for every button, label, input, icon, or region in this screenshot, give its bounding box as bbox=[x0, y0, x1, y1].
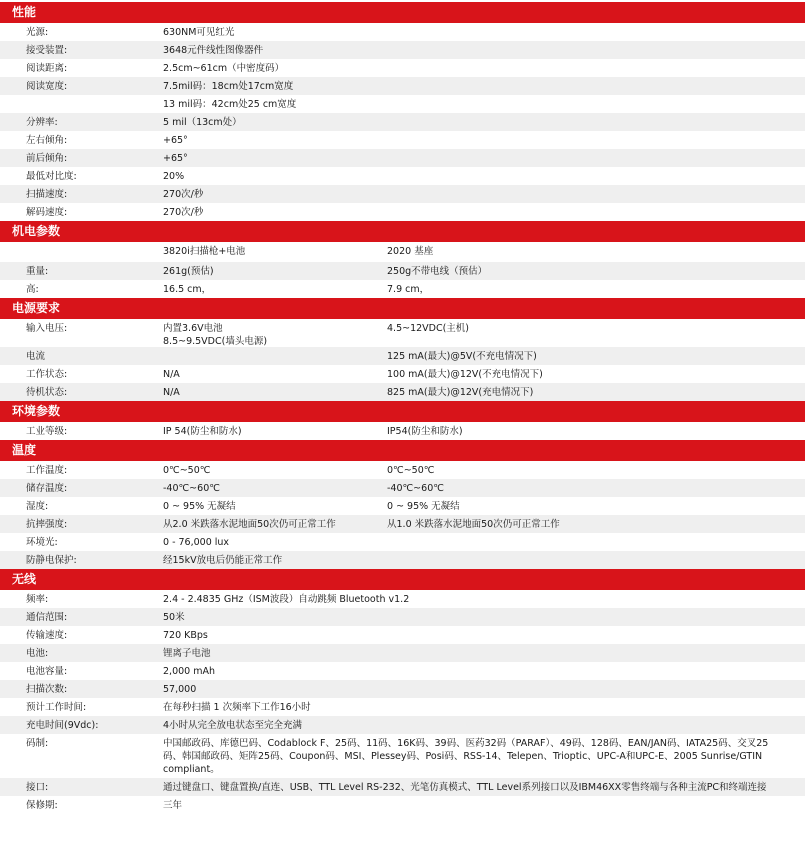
spec-value-secondary: 4.5~12VDC(主机) bbox=[387, 323, 470, 334]
spec-row bbox=[0, 77, 805, 95]
spec-value-secondary: 825 mA(最大)@12V(充电情况下) bbox=[387, 387, 534, 398]
spec-row bbox=[0, 347, 805, 365]
spec-value-secondary: 7.9 cm， bbox=[387, 284, 430, 295]
spec-value-primary: 16.5 cm， bbox=[163, 284, 212, 295]
spec-label: 高: bbox=[26, 284, 39, 295]
spec-value-primary: 锂离子电池 bbox=[163, 648, 211, 659]
spec-row bbox=[0, 796, 805, 814]
spec-value-primary: 2,000 mAh bbox=[163, 666, 215, 677]
spec-row bbox=[0, 644, 805, 662]
spec-label: 接口: bbox=[26, 782, 49, 793]
section-header: 电源要求 bbox=[0, 298, 805, 319]
spec-label: 接受装置: bbox=[26, 45, 68, 56]
spec-value-primary: 13 mil码：42cm处25 cm宽度 bbox=[163, 99, 297, 110]
spec-row bbox=[0, 608, 805, 626]
spec-section bbox=[0, 2, 805, 221]
spec-value-secondary: 2020 基座 bbox=[387, 246, 434, 257]
spec-label: 抗摔强度: bbox=[26, 519, 68, 530]
spec-value-primary: 720 KBps bbox=[163, 630, 208, 641]
spec-value-primary: 从2.0 米跌落水泥地面50次仍可正常工作 bbox=[163, 519, 336, 530]
spec-row bbox=[0, 365, 805, 383]
spec-row bbox=[0, 131, 805, 149]
spec-row bbox=[0, 662, 805, 680]
spec-value-secondary: 0 ~ 95% 无凝结 bbox=[387, 501, 460, 512]
spec-value-primary: 0 ~ 95% 无凝结 bbox=[163, 501, 236, 512]
spec-value-secondary: 从1.0 米跌落水泥地面50次仍可正常工作 bbox=[387, 519, 560, 530]
spec-label: 频率: bbox=[26, 594, 49, 605]
spec-value-secondary: 0℃~50℃ bbox=[387, 465, 435, 476]
spec-value-wide: 中国邮政码、库德巴码、Codablock F、25码、11码、16K码、39码、医药32码（PARAF）、49码、128码、EAN/JAN码、IATA25码、交叉25码、韩国邮政码、矩阵25码、Coupon码、MSI、Plessey码、Posi码、RSS-14、Telepen、Trioptic、UPC-A和UPC-E、2005 Sunrise/GTIN compliant。 bbox=[163, 738, 769, 775]
spec-value-primary: 3820i扫描枪+电池 bbox=[163, 246, 246, 257]
spec-label: 通信范围: bbox=[26, 612, 68, 623]
spec-row bbox=[0, 461, 805, 479]
spec-row bbox=[0, 167, 805, 185]
spec-row bbox=[0, 422, 805, 440]
spec-row bbox=[0, 479, 805, 497]
spec-section bbox=[0, 401, 805, 440]
spec-value-primary: N/A bbox=[163, 369, 180, 380]
spec-value-primary: 270次/秒 bbox=[163, 207, 204, 218]
section-header: 机电参数 bbox=[0, 221, 805, 242]
spec-section bbox=[0, 221, 805, 298]
spec-value-primary bbox=[163, 322, 267, 348]
spec-row bbox=[0, 698, 805, 716]
spec-row bbox=[0, 23, 805, 41]
spec-value-secondary: 125 mA(最大)@5V(不充电情况下) bbox=[387, 351, 537, 362]
spec-value-wide: 通过键盘口、键盘置换/直连、USB、TTL Level RS-232、光笔仿真模式、TTL Level系列接口以及IBM46XX零售终端与各种主流PC和终端连接 bbox=[163, 782, 767, 793]
spec-value-primary: 20% bbox=[163, 171, 185, 182]
spec-label: 输入电压: bbox=[26, 323, 68, 334]
spec-label: 湿度: bbox=[26, 501, 49, 512]
spec-value-primary: 2.5cm~61cm（中密度码） bbox=[163, 63, 285, 74]
spec-value-primary: 0 - 76,000 lux bbox=[163, 537, 230, 548]
spec-label: 环境光: bbox=[26, 537, 58, 548]
section-header: 温度 bbox=[0, 440, 805, 461]
spec-label: 阅读距离: bbox=[26, 63, 68, 74]
spec-value-primary: 在每秒扫描 1 次频率下工作16小时 bbox=[163, 702, 311, 713]
spec-row bbox=[0, 41, 805, 59]
spec-row bbox=[0, 626, 805, 644]
spec-row bbox=[0, 551, 805, 569]
spec-value-primary: 5 mil（13cm处） bbox=[163, 117, 242, 128]
spec-label: 分辨率: bbox=[26, 117, 58, 128]
spec-row bbox=[0, 497, 805, 515]
spec-value-primary: 57,000 bbox=[163, 684, 197, 695]
spec-label: 重量: bbox=[26, 266, 49, 277]
spec-value-secondary: 100 mA(最大)@12V(不充电情况下) bbox=[387, 369, 543, 380]
spec-row bbox=[0, 242, 805, 262]
spec-value-primary: 630NM可见红光 bbox=[163, 27, 235, 38]
spec-label: 左右倾角: bbox=[26, 135, 68, 146]
spec-value-secondary: IP54(防尘和防水) bbox=[387, 426, 463, 437]
spec-row bbox=[0, 533, 805, 551]
spec-row bbox=[0, 590, 805, 608]
spec-row bbox=[0, 778, 805, 796]
spec-value-primary: IP 54(防尘和防水) bbox=[163, 426, 242, 437]
spec-value-primary-line2: 8.5~9.5VDC(墙头电源) bbox=[163, 336, 268, 347]
spec-row bbox=[0, 113, 805, 131]
spec-value-primary: +65° bbox=[163, 135, 188, 146]
spec-label: 扫描速度: bbox=[26, 189, 68, 200]
spec-label: 电池容量: bbox=[26, 666, 68, 677]
spec-label: 阅读宽度: bbox=[26, 81, 68, 92]
spec-row bbox=[0, 95, 805, 113]
spec-label: 传输速度: bbox=[26, 630, 68, 641]
spec-row bbox=[0, 280, 805, 298]
spec-value-primary: 2.4 - 2.4835 GHz（ISM波段）自动跳频 Bluetooth v1.2 bbox=[163, 594, 410, 605]
spec-row bbox=[0, 319, 805, 347]
spec-section bbox=[0, 569, 805, 814]
spec-label: 电流 bbox=[26, 351, 46, 362]
spec-label: 最低对比度: bbox=[26, 171, 77, 182]
spec-value-primary: 270次/秒 bbox=[163, 189, 204, 200]
spec-label: 工业等级: bbox=[26, 426, 68, 437]
spec-label: 解码速度: bbox=[26, 207, 68, 218]
spec-row bbox=[0, 262, 805, 280]
spec-label: 码制: bbox=[26, 738, 49, 749]
spec-label: 前后倾角: bbox=[26, 153, 68, 164]
spec-value-secondary: 250g不带电线（预估） bbox=[387, 266, 488, 277]
spec-section bbox=[0, 440, 805, 569]
spec-row bbox=[0, 716, 805, 734]
spec-label: 待机状态: bbox=[26, 387, 68, 398]
spec-row bbox=[0, 383, 805, 401]
spec-value-primary: 261g(预估) bbox=[163, 266, 214, 277]
section-header: 无线 bbox=[0, 569, 805, 590]
spec-label: 光源: bbox=[26, 27, 49, 38]
spec-label: 电池: bbox=[26, 648, 49, 659]
spec-label: 工作状态: bbox=[26, 369, 68, 380]
spec-label: 储存温度: bbox=[26, 483, 68, 494]
spec-label: 防静电保护: bbox=[26, 555, 77, 566]
spec-label: 工作温度: bbox=[26, 465, 68, 476]
spec-section bbox=[0, 298, 805, 401]
spec-label: 扫描次数: bbox=[26, 684, 68, 695]
spec-value-primary: 7.5mil码：18cm处17cm宽度 bbox=[163, 81, 294, 92]
spec-row bbox=[0, 734, 805, 778]
spec-value-secondary: -40℃~60℃ bbox=[387, 483, 444, 494]
spec-value-primary: -40℃~60℃ bbox=[163, 483, 220, 494]
spec-label: 保修期: bbox=[26, 800, 58, 811]
spec-label: 充电时间(9Vdc): bbox=[26, 720, 99, 731]
spec-row bbox=[0, 515, 805, 533]
spec-label: 预计工作时间: bbox=[26, 702, 87, 713]
spec-value-primary: 4小时从完全放电状态至完全充满 bbox=[163, 720, 303, 731]
spec-row bbox=[0, 680, 805, 698]
spec-value-primary: 经15kV放电后仍能正常工作 bbox=[163, 555, 283, 566]
spec-row bbox=[0, 149, 805, 167]
spec-row bbox=[0, 203, 805, 221]
spec-row bbox=[0, 59, 805, 77]
spec-value-primary: N/A bbox=[163, 387, 180, 398]
section-header: 性能 bbox=[0, 2, 805, 23]
section-header: 环境参数 bbox=[0, 401, 805, 422]
spec-value-primary: 0℃~50℃ bbox=[163, 465, 211, 476]
spec-value-primary-line1: 内置3.6V电池 bbox=[163, 323, 223, 334]
spec-row bbox=[0, 185, 805, 203]
spec-value-primary: +65° bbox=[163, 153, 188, 164]
spec-value-primary: 3648元件线性图像器件 bbox=[163, 45, 264, 56]
spec-value-primary: 50米 bbox=[163, 612, 185, 623]
spec-value-primary: 三年 bbox=[163, 800, 183, 811]
